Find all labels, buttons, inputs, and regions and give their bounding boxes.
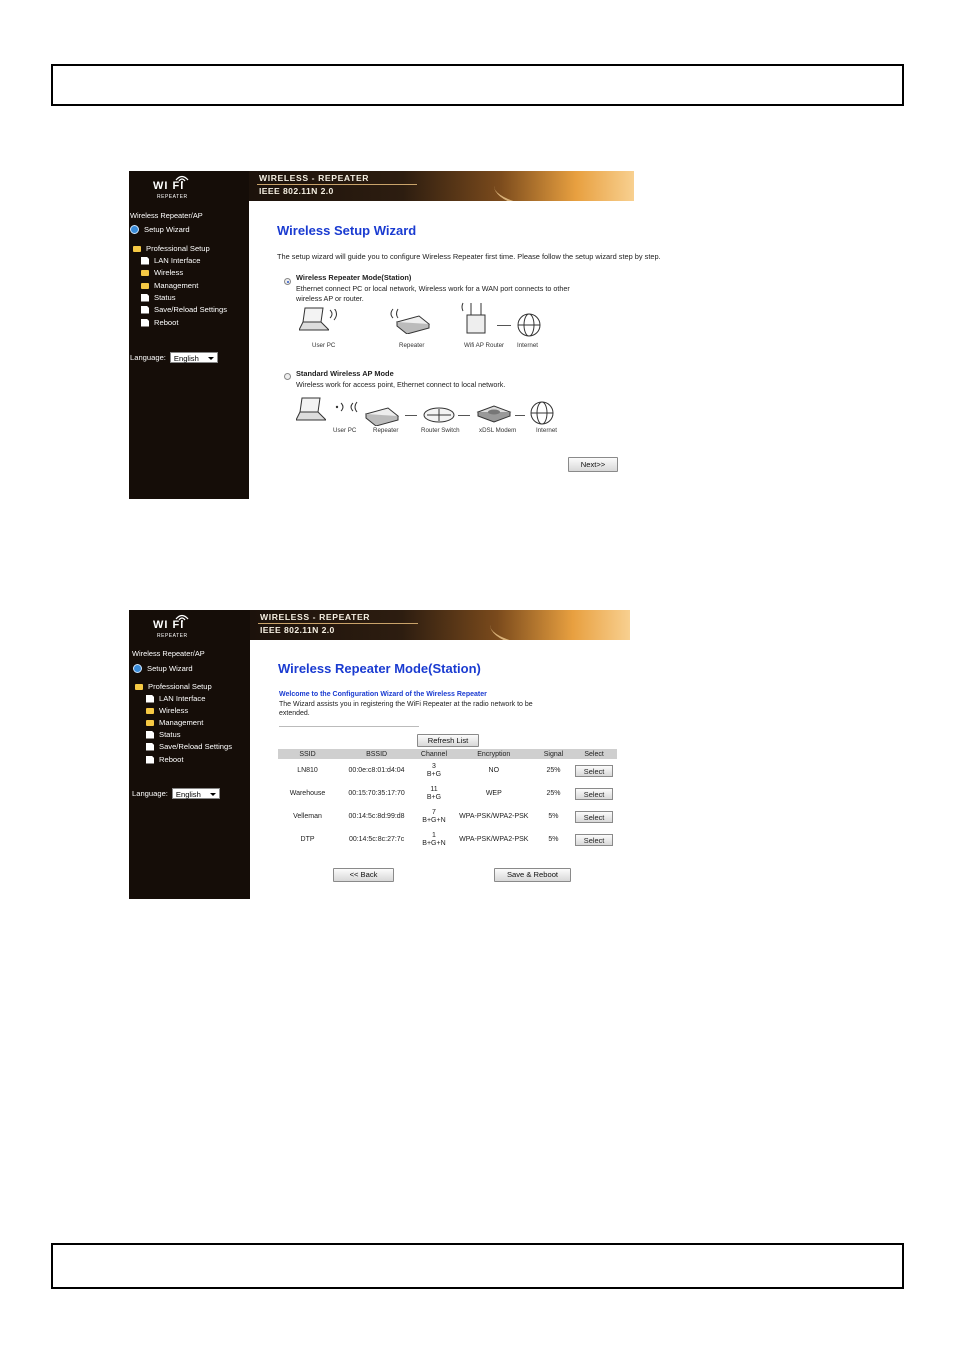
page-icon: [146, 695, 154, 703]
language-row: [132, 788, 220, 799]
connector-line: [458, 415, 470, 416]
banner-divider: [258, 623, 418, 624]
channel-number: 11: [430, 785, 438, 793]
sidebar-item-label: Wireless: [159, 706, 189, 715]
channel-cell: [416, 782, 452, 805]
signal-cell: 5%: [548, 835, 559, 843]
channel-cell: [416, 759, 452, 782]
language-row: [130, 352, 218, 363]
encryption-cell: WPA-PSK/WPA2-PSK: [459, 835, 529, 843]
page-icon: [146, 756, 154, 764]
ap-mode-desc: Wireless work for access point, Ethernet connect to local network.: [296, 379, 506, 389]
globe-icon: [130, 225, 139, 234]
station-mode-screenshot: [129, 610, 629, 899]
ap-mode-title: Standard Wireless AP Mode: [296, 369, 394, 378]
banner: [250, 610, 630, 640]
channel-number: 7: [432, 808, 436, 816]
encryption-cell: NO: [488, 766, 500, 774]
sidebar-item-label: Management: [154, 281, 199, 290]
page-icon: [146, 743, 154, 751]
sidebar-item-label: LAN Interface: [159, 694, 206, 703]
table-row: [278, 805, 617, 828]
main-content: [249, 201, 729, 499]
sidebar: [129, 610, 250, 899]
connector-line: [405, 415, 417, 416]
logo-text: WI FI: [153, 180, 185, 192]
page-icon: [141, 319, 149, 327]
sidebar-item-label: Professional Setup: [146, 244, 210, 253]
select-cell: [571, 782, 617, 805]
repeater-mode-title: Wireless Repeater Mode(Station): [296, 273, 412, 282]
table-row: [278, 759, 617, 782]
sidebar-item-label: Setup Wizard: [147, 664, 193, 673]
select-button[interactable]: Select: [575, 765, 613, 777]
welcome-text: [279, 690, 609, 719]
folder-icon: [146, 720, 154, 726]
sidebar-title: Wireless Repeater/AP: [130, 211, 203, 220]
globe-icon: [133, 664, 142, 673]
page-icon: [141, 306, 149, 314]
folder-icon: [135, 684, 143, 690]
banner-subtitle: IEEE 802.11N 2.0: [260, 625, 335, 635]
connector-line: [515, 415, 525, 416]
language-label: Language:: [132, 789, 168, 798]
sidebar-item-label: Save/Reload Settings: [159, 742, 233, 751]
banner-swoosh: [490, 610, 630, 640]
wifi-waves-icon: [327, 401, 367, 415]
device-label: Repeater: [399, 342, 425, 349]
table-row: [278, 828, 617, 851]
sidebar-item-label: Status: [159, 730, 181, 739]
device-label: User PC: [312, 342, 336, 349]
device-label: Internet: [536, 427, 557, 434]
select-cell: [571, 805, 617, 828]
page-icon: [141, 257, 149, 265]
device-label: User PC: [333, 427, 357, 434]
ssid-cell: LN810: [297, 766, 318, 774]
select-button[interactable]: Select: [575, 811, 613, 823]
signal-cell: 5%: [548, 812, 559, 820]
ap-mode-radio[interactable]: [284, 373, 291, 380]
sidebar-item-save-reload[interactable]: [146, 742, 232, 751]
globe-icon: [529, 400, 555, 426]
laptop-icon: [299, 306, 329, 334]
router-icon: [461, 301, 491, 335]
back-button[interactable]: << Back: [333, 868, 394, 882]
folder-icon: [141, 270, 149, 276]
sidebar-item-setup-wizard[interactable]: [130, 225, 190, 234]
wifi-repeater-logo: [129, 610, 250, 646]
sidebar-item-status[interactable]: [141, 293, 176, 302]
sidebar-item-label: Setup Wizard: [144, 225, 190, 234]
folder-icon: [146, 708, 154, 714]
signal-cell: 25%: [546, 766, 561, 774]
repeater-mode-radio[interactable]: [284, 278, 291, 285]
select-button[interactable]: Select: [575, 788, 613, 800]
device-label: Router Switch: [421, 427, 460, 434]
column-header: Channel: [416, 749, 452, 759]
channel-cell: [416, 805, 452, 828]
language-value: English: [175, 790, 201, 799]
ssid-cell: DTP: [300, 835, 315, 843]
sidebar-item-lan-interface[interactable]: [146, 694, 205, 703]
page-icon: [141, 294, 149, 302]
sidebar-item-label: Reboot: [159, 755, 184, 764]
main-content: [250, 640, 629, 899]
channel-mode: B+G: [426, 770, 442, 778]
sidebar-item-management[interactable]: [146, 718, 203, 727]
banner: [249, 171, 634, 201]
laptop-icon: [296, 396, 326, 424]
language-value: English: [173, 354, 199, 363]
banner-divider: [257, 184, 417, 185]
channel-mode: B+G+N: [422, 816, 446, 824]
sidebar-item-label: Save/Reload Settings: [154, 305, 228, 314]
banner-title: WIRELESS - REPEATER: [260, 612, 371, 622]
sidebar-item-reboot[interactable]: [146, 755, 184, 764]
sidebar-item-professional-setup[interactable]: [133, 244, 210, 253]
logo-subtext: REPEATER: [157, 633, 188, 639]
ap-mode-option: [296, 369, 636, 390]
device-label: Repeater: [373, 427, 399, 434]
device-label: xDSL Modem: [479, 427, 517, 434]
chevron-down-icon: [210, 793, 216, 796]
globe-icon: [516, 312, 542, 338]
column-header: Select: [571, 749, 617, 759]
sidebar-item-lan-interface[interactable]: [141, 256, 200, 265]
table-row: [278, 782, 617, 805]
divider: [279, 726, 419, 727]
repeater-mode-desc: Ethernet connect PC or local network, Wireless work for a WAN port connects to other: [296, 283, 570, 293]
sidebar-item-label: Management: [159, 718, 204, 727]
banner-swoosh: [494, 171, 634, 201]
sidebar-title: Wireless Repeater/AP: [132, 649, 205, 658]
connector-line: [497, 325, 511, 326]
modem-icon: [476, 402, 512, 426]
sidebar-item-label: Wireless: [154, 268, 184, 277]
channel-number: 1: [432, 831, 436, 839]
page-header-box: [51, 64, 904, 106]
intro-text: The setup wizard will guide you to configure Wireless Repeater first time. Please follow the setup wizard step by step.: [277, 252, 661, 261]
bssid-cell: 00:0e:c8:01:d4:04: [348, 766, 405, 774]
sidebar-item-label: Status: [154, 293, 176, 302]
language-select[interactable]: [170, 352, 218, 363]
repeater-icon: [362, 404, 402, 426]
device-label: Internet: [517, 342, 538, 349]
channel-cell: [416, 828, 452, 851]
setup-wizard-screenshot: [129, 171, 729, 499]
language-select[interactable]: [172, 788, 220, 799]
sidebar-item-label: Professional Setup: [148, 682, 212, 691]
sidebar-item-setup-wizard[interactable]: [133, 664, 193, 673]
ssid-cell: Warehouse: [289, 789, 326, 797]
encryption-cell: WPA-PSK/WPA2-PSK: [459, 812, 529, 820]
sidebar-item-wireless[interactable]: [146, 706, 188, 715]
welcome-desc-cont: extended.: [279, 710, 310, 717]
select-cell: [571, 759, 617, 782]
sidebar-item-label: LAN Interface: [154, 256, 201, 265]
ap-table: [278, 749, 617, 851]
sidebar-item-professional-setup[interactable]: [135, 682, 212, 691]
sidebar-item-status[interactable]: [146, 730, 181, 739]
column-header: SSID: [278, 749, 337, 759]
sidebar-item-reboot[interactable]: [141, 318, 179, 327]
repeater-icon: [389, 306, 431, 334]
chevron-down-icon: [208, 357, 214, 360]
repeater-mode-desc-cont: wireless AP or router.: [296, 294, 364, 303]
wifi-repeater-logo: [129, 171, 249, 207]
bssid-cell: 00:14:5c:8c:27:7c: [348, 835, 405, 843]
signal-cell: 25%: [546, 789, 561, 797]
channel-mode: B+G+N: [422, 839, 446, 847]
column-header: BSSID: [337, 749, 416, 759]
language-label: Language:: [130, 353, 166, 362]
sidebar-item-save-reload[interactable]: [141, 305, 227, 314]
channel-mode: B+G: [426, 793, 442, 801]
repeater-mode-option: [296, 273, 636, 305]
page-title: Wireless Repeater Mode(Station): [278, 661, 481, 676]
encryption-cell: WEP: [485, 789, 502, 797]
folder-icon: [141, 283, 149, 289]
sidebar-item-wireless[interactable]: [141, 268, 183, 277]
column-header: Signal: [536, 749, 571, 759]
switch-icon: [423, 407, 455, 423]
folder-icon: [133, 246, 141, 252]
page-title: Wireless Setup Wizard: [277, 223, 417, 238]
page-icon: [146, 731, 154, 739]
channel-number: 3: [432, 762, 436, 770]
select-button[interactable]: Select: [575, 834, 613, 846]
sidebar: [129, 171, 249, 499]
save-reboot-button[interactable]: Save & Reboot: [494, 868, 571, 882]
device-label: Wifi AP Router: [464, 342, 505, 349]
page-footer-box: [51, 1243, 904, 1289]
bssid-cell: 00:14:5c:8d:99:d8: [348, 812, 405, 820]
banner-title: WIRELESS - REPEATER: [259, 173, 370, 183]
select-cell: [571, 828, 617, 851]
logo-text: WI FI: [153, 619, 185, 631]
bssid-cell: 00:15:70:35:17:70: [348, 789, 405, 797]
refresh-list-button[interactable]: Refresh List: [417, 734, 479, 747]
welcome-title: Welcome to the Configuration Wizard of the Wireless Repeater: [279, 691, 487, 698]
wifi-waves-icon: [328, 309, 340, 321]
logo-subtext: REPEATER: [157, 194, 188, 200]
welcome-desc: The Wizard assists you in registering the WiFi Repeater at the radio network to be: [279, 700, 533, 708]
sidebar-item-label: Reboot: [154, 318, 179, 327]
ssid-cell: Velleman: [293, 812, 322, 820]
table-header-row: [278, 749, 617, 759]
sidebar-item-management[interactable]: [141, 281, 198, 290]
column-header: Encryption: [452, 749, 536, 759]
next-button[interactable]: Next>>: [568, 457, 618, 472]
banner-subtitle: IEEE 802.11N 2.0: [259, 186, 334, 196]
